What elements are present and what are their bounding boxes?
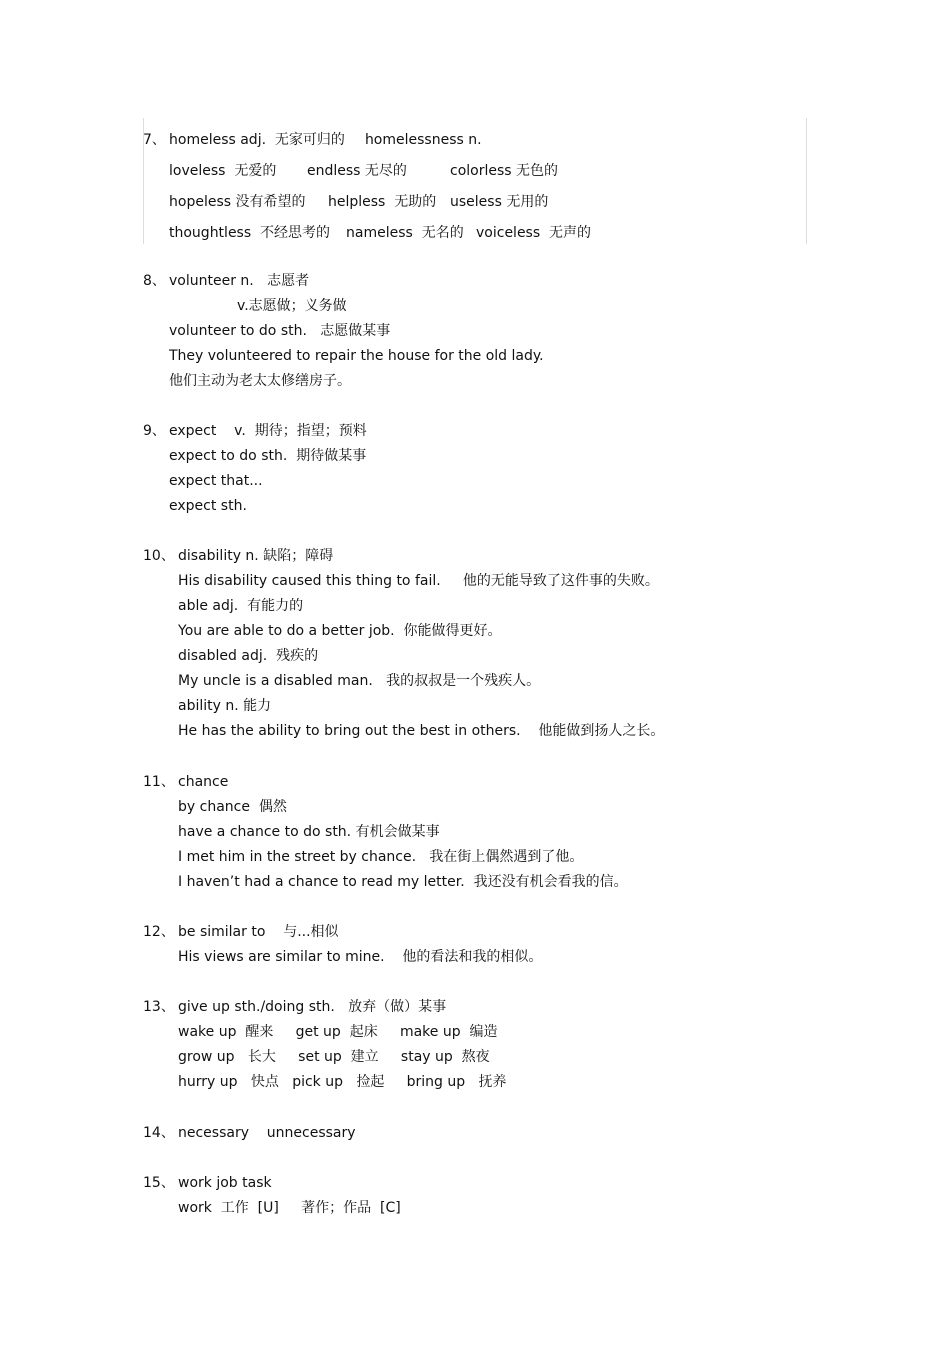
section-9-line: expect that... xyxy=(169,473,263,489)
section-7-line-4 xyxy=(143,218,591,249)
entry-text: homelessness n. xyxy=(364,132,482,148)
entry-text: thoughtless 不经思考的 xyxy=(169,225,331,241)
section-number: 8、 xyxy=(143,273,166,289)
section-14-head xyxy=(143,1121,356,1146)
section-8-sub xyxy=(143,294,544,319)
section-13 xyxy=(143,995,506,1095)
entry-text: be similar to 与...相似 xyxy=(178,924,339,940)
section-8-head xyxy=(143,269,544,294)
section-9-line: expect sth. xyxy=(169,498,247,514)
section-10-line: My uncle is a disabled man. 我的叔叔是一个残疾人。 xyxy=(178,673,541,689)
section-12-line: His views are similar to mine. 他的看法和我的相似。 xyxy=(178,949,543,965)
table-border-right xyxy=(806,118,807,244)
section-15 xyxy=(143,1171,401,1221)
section-13-line: wake up 醒来 get up 起床 make up 编造 xyxy=(178,1024,498,1040)
section-number: 7、 xyxy=(143,132,166,148)
section-10-line: disabled adj. 残疾的 xyxy=(178,648,319,664)
section-number: 9、 xyxy=(143,423,166,439)
section-12 xyxy=(143,920,542,970)
entry-text: give up sth./doing sth. 放弃（做）某事 xyxy=(178,999,447,1015)
section-number: 10、 xyxy=(143,548,175,564)
section-11-line: have a chance to do sth. 有机会做某事 xyxy=(178,824,440,840)
section-12-head xyxy=(143,920,542,945)
entry-text: work job task xyxy=(178,1175,272,1191)
section-7-line-1 xyxy=(143,125,591,156)
entry-text: nameless 无名的 xyxy=(346,225,464,241)
section-10 xyxy=(143,544,664,744)
section-7-line-3 xyxy=(143,187,591,218)
section-13-line: hurry up 快点 pick up 捡起 bring up 抚养 xyxy=(178,1074,507,1090)
section-7-line-2 xyxy=(143,156,591,187)
entry-text: chance xyxy=(178,774,229,790)
entry-text: voiceless 无声的 xyxy=(476,225,592,241)
section-11-head xyxy=(143,770,628,795)
section-number: 14、 xyxy=(143,1125,175,1141)
section-number: 11、 xyxy=(143,774,175,790)
section-15-line: work 工作 [U] 著作；作品 [C] xyxy=(178,1200,401,1216)
section-11-line: I met him in the street by chance. 我在街上偶然遇到了他。 xyxy=(178,849,584,865)
section-10-head xyxy=(143,544,664,569)
section-number: 13、 xyxy=(143,999,175,1015)
entry-text: volunteer n. 志愿者 xyxy=(169,273,310,289)
section-9-head xyxy=(143,419,367,444)
section-9-line: expect to do sth. 期待做某事 xyxy=(169,448,367,464)
entry-text: necessary unnecessary xyxy=(178,1125,356,1141)
entry-text: helpless 无助的 xyxy=(328,194,437,210)
section-10-line: ability n. 能力 xyxy=(178,698,272,714)
section-number: 12、 xyxy=(143,924,175,940)
section-8 xyxy=(143,269,544,394)
entry-text: colorless 无色的 xyxy=(450,163,559,179)
section-11-line: I haven’t had a chance to read my letter. 我还没有机会看我的信。 xyxy=(178,874,628,890)
section-15-head xyxy=(143,1171,401,1196)
section-7 xyxy=(143,125,591,249)
entry-text: expect v. 期待；指望；预料 xyxy=(169,423,367,439)
section-11-line: by chance 偶然 xyxy=(178,799,287,815)
section-8-line: They volunteered to repair the house for the old lady. xyxy=(169,348,544,364)
section-8-line: 他们主动为老太太修缮房子。 xyxy=(169,373,351,389)
section-8-line: volunteer to do sth. 志愿做某事 xyxy=(169,323,391,339)
section-10-line: You are able to do a better job. 你能做得更好。 xyxy=(178,623,502,639)
entry-text: loveless 无爱的 xyxy=(169,163,277,179)
section-number: 15、 xyxy=(143,1175,175,1191)
section-10-line: able adj. 有能力的 xyxy=(178,598,304,614)
entry-text: disability n. 缺陷；障碍 xyxy=(178,548,334,564)
entry-text: useless 无用的 xyxy=(450,194,549,210)
entry-text: homeless adj. 无家可归的 xyxy=(169,132,345,148)
entry-text: hopeless 没有希望的 xyxy=(169,194,306,210)
section-10-line: He has the ability to bring out the best in others. 他能做到扬人之长。 xyxy=(178,723,665,739)
entry-text: v.志愿做；义务做 xyxy=(237,298,347,314)
section-14 xyxy=(143,1121,356,1146)
section-13-head xyxy=(143,995,506,1020)
section-10-line: His disability caused this thing to fail. 他的无能导致了这件事的失败。 xyxy=(178,573,659,589)
section-13-line: grow up 长大 set up 建立 stay up 熬夜 xyxy=(178,1049,490,1065)
section-11 xyxy=(143,770,628,895)
entry-text: endless 无尽的 xyxy=(307,163,407,179)
section-9 xyxy=(143,419,367,519)
